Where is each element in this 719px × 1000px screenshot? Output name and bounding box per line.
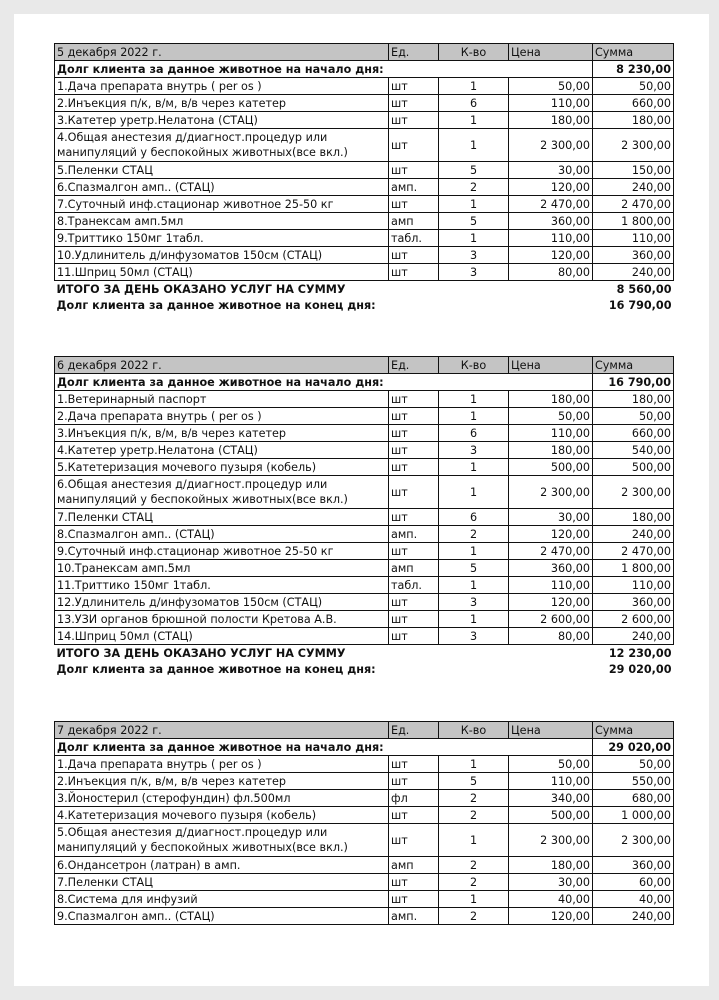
item-qty-cell: 1 xyxy=(439,408,509,425)
item-qty-cell: 1 xyxy=(439,756,509,773)
qty-header: К-во xyxy=(439,44,509,61)
table-row xyxy=(55,112,674,129)
item-price-cell: 360,00 xyxy=(509,560,593,577)
table-row xyxy=(55,594,674,611)
table-header-row xyxy=(55,722,674,739)
item-unit-cell: шт xyxy=(389,628,439,645)
item-name-cell: 7.Пеленки СТАЦ xyxy=(55,509,389,526)
item-name-cell: 4.Катетеризация мочевого пузыря (кобель) xyxy=(55,807,389,824)
item-name-cell: 8.Система для инфузий xyxy=(55,891,389,908)
item-qty-cell: 2 xyxy=(439,790,509,807)
day-total-row xyxy=(55,281,674,298)
item-price-cell: 50,00 xyxy=(509,756,593,773)
item-qty-cell: 1 xyxy=(439,577,509,594)
items-body xyxy=(55,391,674,645)
item-unit-cell: шт xyxy=(389,442,439,459)
item-qty-cell: 1 xyxy=(439,129,509,162)
item-name-cell: 9.Спазмалгон амп.. (СТАЦ) xyxy=(55,908,389,925)
item-unit-cell: шт xyxy=(389,611,439,628)
item-unit-cell: шт xyxy=(389,95,439,112)
item-price-cell: 2 300,00 xyxy=(509,476,593,509)
item-price-cell: 30,00 xyxy=(509,509,593,526)
item-name-cell: 10.Удлинитель д/инфузоматов 150см (СТАЦ) xyxy=(55,247,389,264)
item-unit-cell: табл. xyxy=(389,577,439,594)
item-qty-cell: 1 xyxy=(439,112,509,129)
item-price-cell: 2 600,00 xyxy=(509,611,593,628)
start-balance-label: Долг клиента за данное животное на начало дня: xyxy=(55,739,593,756)
item-qty-cell: 1 xyxy=(439,196,509,213)
invoice-table xyxy=(54,721,674,925)
item-price-cell: 180,00 xyxy=(509,857,593,874)
item-price-cell: 110,00 xyxy=(509,230,593,247)
item-qty-cell: 3 xyxy=(439,628,509,645)
item-qty-cell: 1 xyxy=(439,824,509,857)
item-price-cell: 180,00 xyxy=(509,112,593,129)
item-name-cell: 3.Йоностерил (стерофундин) фл.500мл xyxy=(55,790,389,807)
item-price-cell: 30,00 xyxy=(509,162,593,179)
item-name-cell: 11.Триттико 150мг 1табл. xyxy=(55,577,389,594)
start-balance-value: 8 230,00 xyxy=(593,61,674,78)
table-row xyxy=(55,509,674,526)
item-price-cell: 180,00 xyxy=(509,442,593,459)
invoice-table xyxy=(54,43,674,313)
price-header: Цена xyxy=(509,722,593,739)
table-row xyxy=(55,391,674,408)
item-name-cell: 4.Катетер уретр.Нелатона (СТАЦ) xyxy=(55,442,389,459)
table-row xyxy=(55,824,674,857)
date-header: 5 декабря 2022 г. xyxy=(55,44,389,61)
item-unit-cell: шт xyxy=(389,129,439,162)
item-name-cell: 8.Транексам амп.5мл xyxy=(55,213,389,230)
start-balance-label: Долг клиента за данное животное на начало дня: xyxy=(55,61,593,78)
item-total-cell: 180,00 xyxy=(593,509,674,526)
item-name-cell: 9.Суточный инф.стационар животное 25-50 кг xyxy=(55,543,389,560)
unit-header: Ед. xyxy=(389,44,439,61)
item-unit-cell: амп. xyxy=(389,526,439,543)
item-qty-cell: 1 xyxy=(439,78,509,95)
item-name-cell: 1.Дача препарата внутрь ( per os ) xyxy=(55,756,389,773)
item-name-cell: 13.УЗИ органов брюшной полости Кретова А.В. xyxy=(55,611,389,628)
price-header: Цена xyxy=(509,44,593,61)
item-price-cell: 2 470,00 xyxy=(509,196,593,213)
item-name-cell: 6.Общая анестезия д/диагност.процедур или манипуляций у беспокойных животных(все вкл.) xyxy=(55,476,389,509)
item-price-cell: 500,00 xyxy=(509,459,593,476)
table-row xyxy=(55,264,674,281)
item-total-cell: 180,00 xyxy=(593,391,674,408)
item-price-cell: 180,00 xyxy=(509,391,593,408)
item-total-cell: 2 470,00 xyxy=(593,543,674,560)
table-row xyxy=(55,577,674,594)
item-price-cell: 30,00 xyxy=(509,874,593,891)
item-total-cell: 1 000,00 xyxy=(593,807,674,824)
item-unit-cell: шт xyxy=(389,196,439,213)
table-row xyxy=(55,247,674,264)
item-qty-cell: 3 xyxy=(439,264,509,281)
item-qty-cell: 2 xyxy=(439,857,509,874)
table-row xyxy=(55,230,674,247)
price-header: Цена xyxy=(509,357,593,374)
item-qty-cell: 2 xyxy=(439,874,509,891)
unit-header: Ед. xyxy=(389,722,439,739)
item-price-cell: 2 300,00 xyxy=(509,824,593,857)
item-qty-cell: 5 xyxy=(439,773,509,790)
item-name-cell: 2.Инъекция п/к, в/м, в/в через катетер xyxy=(55,95,389,112)
item-unit-cell: амп xyxy=(389,857,439,874)
item-unit-cell: амп. xyxy=(389,908,439,925)
item-unit-cell: шт xyxy=(389,391,439,408)
item-name-cell: 12.Удлинитель д/инфузоматов 150см (СТАЦ) xyxy=(55,594,389,611)
start-balance-row xyxy=(55,61,674,78)
item-price-cell: 50,00 xyxy=(509,408,593,425)
table-row xyxy=(55,908,674,925)
item-unit-cell: амп xyxy=(389,213,439,230)
total-header: Сумма xyxy=(593,44,674,61)
item-price-cell: 500,00 xyxy=(509,807,593,824)
table-row xyxy=(55,773,674,790)
item-unit-cell: табл. xyxy=(389,230,439,247)
item-price-cell: 110,00 xyxy=(509,95,593,112)
qty-header: К-во xyxy=(439,357,509,374)
day-total-label: ИТОГО ЗА ДЕНЬ ОКАЗАНО УСЛУГ НА СУММУ xyxy=(56,282,346,296)
item-total-cell: 240,00 xyxy=(593,179,674,196)
item-total-cell: 2 300,00 xyxy=(593,476,674,509)
item-total-cell: 2 300,00 xyxy=(593,824,674,857)
item-name-cell: 7.Суточный инф.стационар животное 25-50 кг xyxy=(55,196,389,213)
table-row xyxy=(55,425,674,442)
item-total-cell: 500,00 xyxy=(593,459,674,476)
item-name-cell: 2.Дача препарата внутрь ( per os ) xyxy=(55,408,389,425)
item-price-cell: 80,00 xyxy=(509,264,593,281)
item-qty-cell: 3 xyxy=(439,247,509,264)
end-balance-row xyxy=(55,661,674,677)
item-qty-cell: 1 xyxy=(439,459,509,476)
item-total-cell: 2 300,00 xyxy=(593,129,674,162)
start-balance-label: Долг клиента за данное животное на начало дня: xyxy=(55,374,593,391)
item-total-cell: 40,00 xyxy=(593,891,674,908)
end-balance-value: 29 020,00 xyxy=(608,662,672,676)
table-row xyxy=(55,476,674,509)
item-total-cell: 240,00 xyxy=(593,526,674,543)
item-unit-cell: шт xyxy=(389,543,439,560)
day-total-row xyxy=(55,645,674,662)
table-header-row xyxy=(55,357,674,374)
item-price-cell: 120,00 xyxy=(509,526,593,543)
item-price-cell: 110,00 xyxy=(509,425,593,442)
table-row xyxy=(55,129,674,162)
item-qty-cell: 3 xyxy=(439,442,509,459)
date-header: 7 декабря 2022 г. xyxy=(55,722,389,739)
item-unit-cell: шт xyxy=(389,476,439,509)
table-row xyxy=(55,162,674,179)
end-balance-label: Долг клиента за данное животное на конец дня: xyxy=(56,298,376,312)
table-row xyxy=(55,459,674,476)
item-unit-cell: шт xyxy=(389,594,439,611)
item-qty-cell: 3 xyxy=(439,594,509,611)
item-total-cell: 360,00 xyxy=(593,857,674,874)
qty-header: К-во xyxy=(439,722,509,739)
items-body xyxy=(55,78,674,281)
item-unit-cell: шт xyxy=(389,264,439,281)
item-unit-cell: фл xyxy=(389,790,439,807)
item-name-cell: 7.Пеленки СТАЦ xyxy=(55,874,389,891)
item-qty-cell: 6 xyxy=(439,509,509,526)
table-row xyxy=(55,196,674,213)
item-total-cell: 360,00 xyxy=(593,247,674,264)
item-price-cell: 110,00 xyxy=(509,577,593,594)
item-qty-cell: 1 xyxy=(439,611,509,628)
item-total-cell: 50,00 xyxy=(593,408,674,425)
item-qty-cell: 2 xyxy=(439,908,509,925)
start-balance-row xyxy=(55,739,674,756)
item-unit-cell: шт xyxy=(389,891,439,908)
table-row xyxy=(55,857,674,874)
item-qty-cell: 1 xyxy=(439,543,509,560)
table-row xyxy=(55,560,674,577)
item-price-cell: 80,00 xyxy=(509,628,593,645)
item-qty-cell: 2 xyxy=(439,526,509,543)
item-total-cell: 2 470,00 xyxy=(593,196,674,213)
item-total-cell: 1 800,00 xyxy=(593,213,674,230)
item-qty-cell: 5 xyxy=(439,560,509,577)
total-header: Сумма xyxy=(593,722,674,739)
item-qty-cell: 6 xyxy=(439,95,509,112)
item-unit-cell: шт xyxy=(389,425,439,442)
item-name-cell: 5.Общая анестезия д/диагност.процедур или манипуляций у беспокойных животных(все вкл.) xyxy=(55,824,389,857)
item-total-cell: 2 600,00 xyxy=(593,611,674,628)
table-header-row xyxy=(55,44,674,61)
item-name-cell: 6.Ондансетрон (латран) в амп. xyxy=(55,857,389,874)
item-price-cell: 110,00 xyxy=(509,773,593,790)
item-qty-cell: 1 xyxy=(439,230,509,247)
item-total-cell: 240,00 xyxy=(593,264,674,281)
table-row xyxy=(55,442,674,459)
item-name-cell: 2.Инъекция п/к, в/м, в/в через катетер xyxy=(55,773,389,790)
item-price-cell: 360,00 xyxy=(509,213,593,230)
day-total-label: ИТОГО ЗА ДЕНЬ ОКАЗАНО УСЛУГ НА СУММУ xyxy=(56,646,346,660)
item-price-cell: 2 300,00 xyxy=(509,129,593,162)
item-unit-cell: шт xyxy=(389,408,439,425)
item-unit-cell: амп. xyxy=(389,179,439,196)
item-unit-cell: шт xyxy=(389,756,439,773)
table-row xyxy=(55,408,674,425)
table-row xyxy=(55,213,674,230)
table-row xyxy=(55,95,674,112)
item-name-cell: 11.Шприц 50мл (СТАЦ) xyxy=(55,264,389,281)
table-row xyxy=(55,891,674,908)
table-row xyxy=(55,78,674,95)
item-unit-cell: шт xyxy=(389,162,439,179)
item-name-cell: 1.Ветеринарный паспорт xyxy=(55,391,389,408)
start-balance-value: 16 790,00 xyxy=(593,374,674,391)
item-name-cell: 5.Катетеризация мочевого пузыря (кобель) xyxy=(55,459,389,476)
start-balance-value: 29 020,00 xyxy=(593,739,674,756)
end-balance-value: 16 790,00 xyxy=(608,298,672,312)
item-name-cell: 10.Транексам амп.5мл xyxy=(55,560,389,577)
item-qty-cell: 1 xyxy=(439,891,509,908)
item-total-cell: 110,00 xyxy=(593,577,674,594)
day-block xyxy=(54,721,674,925)
item-total-cell: 110,00 xyxy=(593,230,674,247)
item-unit-cell: шт xyxy=(389,824,439,857)
start-balance-row xyxy=(55,374,674,391)
end-balance-row xyxy=(55,297,674,313)
item-unit-cell: шт xyxy=(389,874,439,891)
item-total-cell: 1 800,00 xyxy=(593,560,674,577)
item-price-cell: 40,00 xyxy=(509,891,593,908)
item-total-cell: 240,00 xyxy=(593,628,674,645)
item-name-cell: 14.Шприц 50мл (СТАЦ) xyxy=(55,628,389,645)
item-qty-cell: 5 xyxy=(439,213,509,230)
table-row xyxy=(55,628,674,645)
item-qty-cell: 5 xyxy=(439,162,509,179)
day-total-value: 8 560,00 xyxy=(616,282,672,296)
item-total-cell: 50,00 xyxy=(593,78,674,95)
day-block xyxy=(54,43,674,313)
item-unit-cell: шт xyxy=(389,773,439,790)
item-unit-cell: шт xyxy=(389,459,439,476)
item-unit-cell: шт xyxy=(389,112,439,129)
item-total-cell: 660,00 xyxy=(593,425,674,442)
day-block xyxy=(54,356,674,677)
table-row xyxy=(55,611,674,628)
item-total-cell: 360,00 xyxy=(593,594,674,611)
items-body xyxy=(55,756,674,925)
item-price-cell: 120,00 xyxy=(509,908,593,925)
item-name-cell: 9.Триттико 150мг 1табл. xyxy=(55,230,389,247)
item-unit-cell: шт xyxy=(389,78,439,95)
item-price-cell: 340,00 xyxy=(509,790,593,807)
item-qty-cell: 1 xyxy=(439,391,509,408)
item-name-cell: 4.Общая анестезия д/диагност.процедур или манипуляций у беспокойных животных(все вкл.) xyxy=(55,129,389,162)
item-total-cell: 240,00 xyxy=(593,908,674,925)
item-name-cell: 6.Спазмалгон амп.. (СТАЦ) xyxy=(55,179,389,196)
table-row xyxy=(55,790,674,807)
day-total-value: 12 230,00 xyxy=(608,646,672,660)
invoice-table xyxy=(54,356,674,677)
item-name-cell: 5.Пеленки СТАЦ xyxy=(55,162,389,179)
item-name-cell: 3.Катетер уретр.Нелатона (СТАЦ) xyxy=(55,112,389,129)
table-row xyxy=(55,807,674,824)
table-row xyxy=(55,756,674,773)
item-qty-cell: 6 xyxy=(439,425,509,442)
item-name-cell: 8.Спазмалгон амп.. (СТАЦ) xyxy=(55,526,389,543)
item-qty-cell: 1 xyxy=(439,476,509,509)
item-total-cell: 550,00 xyxy=(593,773,674,790)
item-qty-cell: 2 xyxy=(439,179,509,196)
table-row xyxy=(55,179,674,196)
table-row xyxy=(55,543,674,560)
item-total-cell: 150,00 xyxy=(593,162,674,179)
item-total-cell: 540,00 xyxy=(593,442,674,459)
total-header: Сумма xyxy=(593,357,674,374)
table-row xyxy=(55,874,674,891)
item-price-cell: 2 470,00 xyxy=(509,543,593,560)
table-row xyxy=(55,526,674,543)
item-total-cell: 50,00 xyxy=(593,756,674,773)
end-balance-label: Долг клиента за данное животное на конец дня: xyxy=(56,662,376,676)
item-unit-cell: амп xyxy=(389,560,439,577)
item-name-cell: 1.Дача препарата внутрь ( per os ) xyxy=(55,78,389,95)
item-name-cell: 3.Инъекция п/к, в/м, в/в через катетер xyxy=(55,425,389,442)
item-price-cell: 120,00 xyxy=(509,247,593,264)
item-total-cell: 180,00 xyxy=(593,112,674,129)
item-unit-cell: шт xyxy=(389,509,439,526)
item-price-cell: 120,00 xyxy=(509,179,593,196)
item-total-cell: 660,00 xyxy=(593,95,674,112)
item-unit-cell: шт xyxy=(389,247,439,264)
item-price-cell: 50,00 xyxy=(509,78,593,95)
item-unit-cell: шт xyxy=(389,807,439,824)
item-qty-cell: 2 xyxy=(439,807,509,824)
item-total-cell: 60,00 xyxy=(593,874,674,891)
item-total-cell: 680,00 xyxy=(593,790,674,807)
date-header: 6 декабря 2022 г. xyxy=(55,357,389,374)
item-price-cell: 120,00 xyxy=(509,594,593,611)
unit-header: Ед. xyxy=(389,357,439,374)
